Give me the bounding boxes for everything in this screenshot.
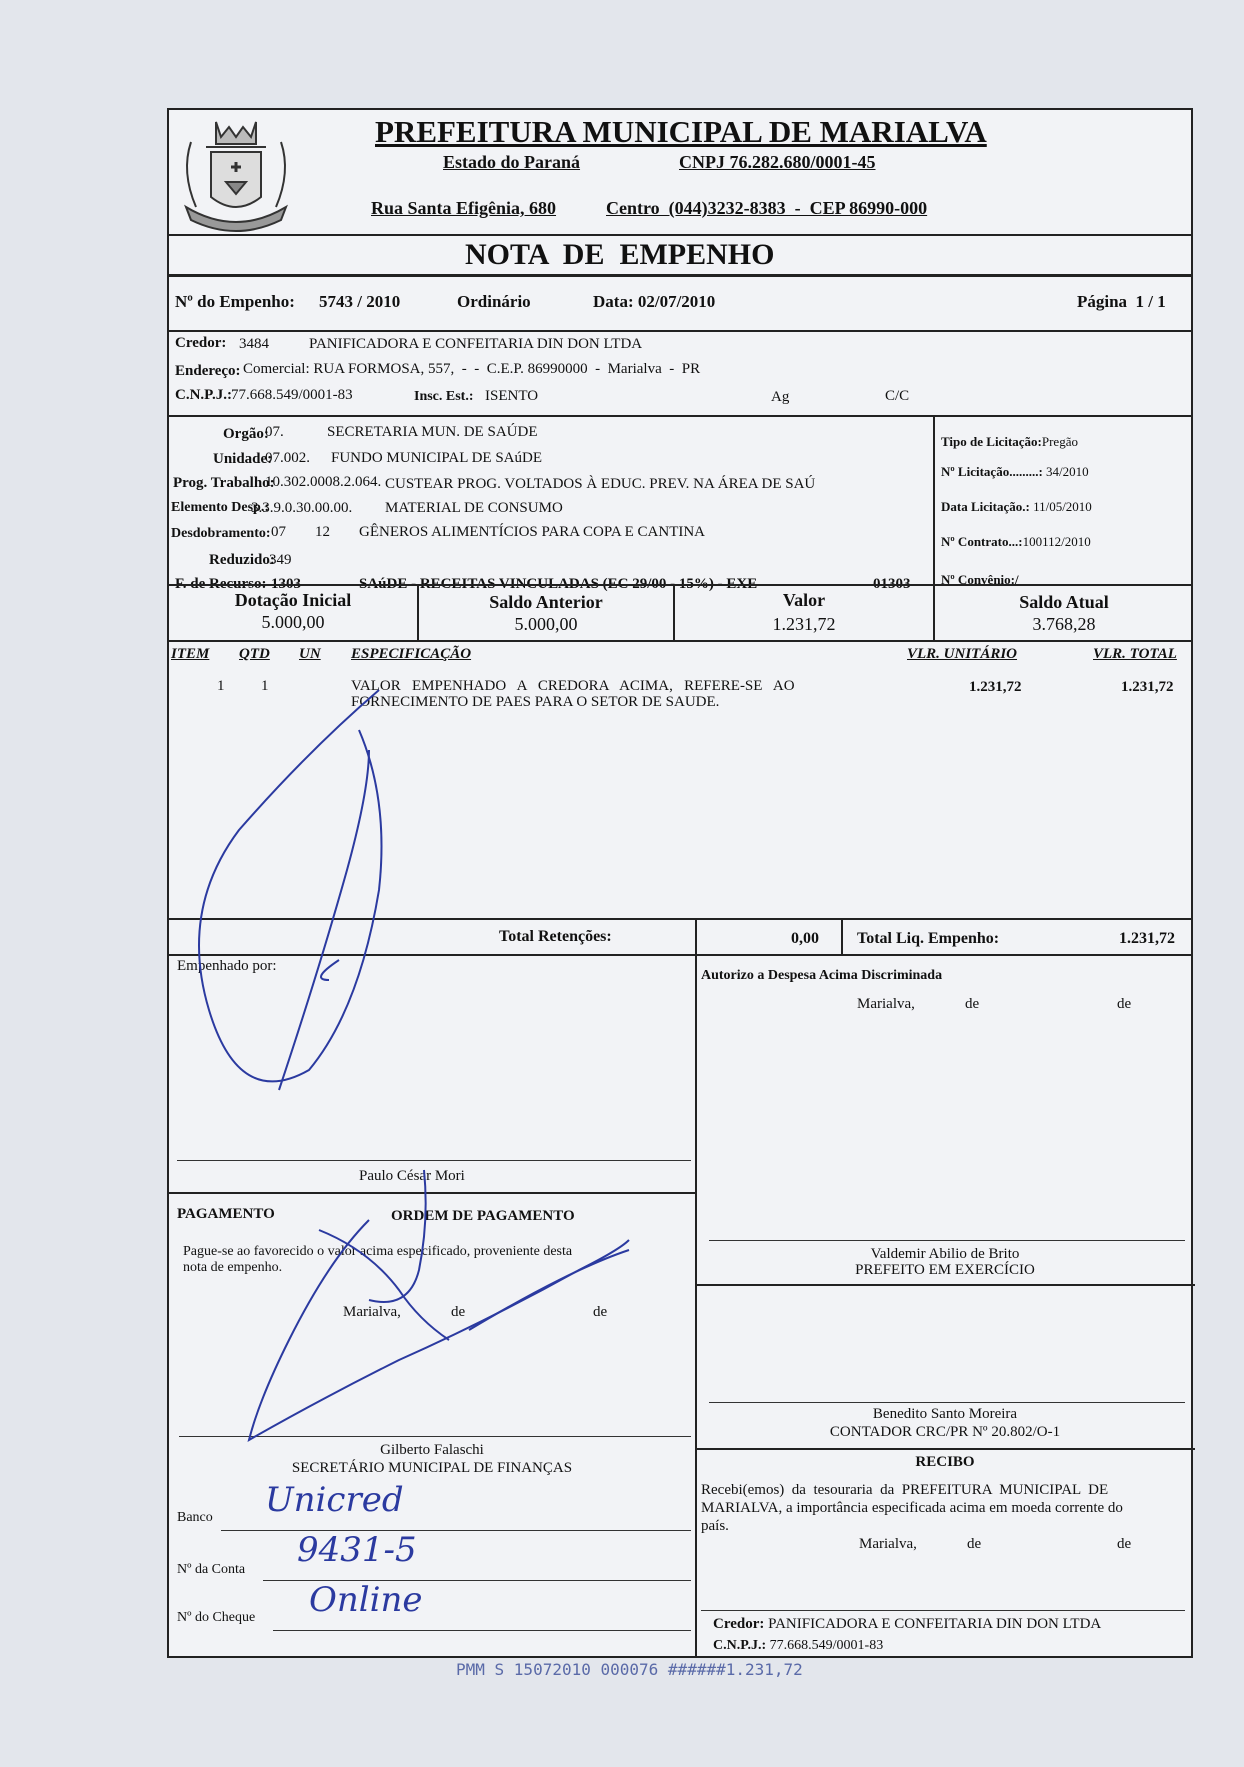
tipo-licitacao-label: Tipo de Licitação: <box>941 434 1042 449</box>
elemento-label: Elemento Desp.: <box>171 500 269 515</box>
prefeito-name: Valdemir Abilio de Brito <box>870 1246 1020 1262</box>
dotacao-inicial-value: 5.000,00 <box>261 612 325 632</box>
banco-label: Banco <box>177 1510 213 1525</box>
prefeitura-contact: Centro (044)3232-8383 - CEP 86990-000 <box>606 198 928 218</box>
desdobramento-code-b: 12 <box>315 524 330 540</box>
payment-stamp: PMM S 15072010 000076 ######1.231,72 <box>456 1660 803 1679</box>
spec-column-header: ESPECIFICAÇÃO <box>351 646 472 662</box>
banco-handwritten-value: Unicred <box>265 1480 404 1520</box>
unit-value-column-header: VLR. UNITÁRIO <box>907 646 1018 662</box>
secretario-name: Gilberto Falaschi <box>380 1442 484 1458</box>
ordem-pagamento-title: ORDEM DE PAGAMENTO <box>391 1208 575 1224</box>
total-retencoes-value: 0,00 <box>791 930 819 947</box>
orgao-name: SECRETARIA MUN. DE SAÚDE <box>327 424 538 440</box>
orgao-label: Orgão: <box>223 426 269 442</box>
recibo-de-2: de <box>1117 1536 1132 1552</box>
programa-label: Prog. Trabalho: <box>173 475 275 491</box>
unidade-code: 07.002. <box>265 450 310 466</box>
item-specification-line-1: VALOR EMPENHADO A CREDORA ACIMA, REFERE-SE AO <box>351 678 795 694</box>
secretario-role: SECRETÁRIO MUNICIPAL DE FINANÇAS <box>291 1460 573 1476</box>
cnpj-label: C.N.P.J.: <box>175 387 232 403</box>
convenio-label: Nº Convênio:/ <box>941 572 1019 587</box>
saldo-anterior-label: Saldo Anterior <box>489 592 603 612</box>
qtd-column-header: QTD <box>239 646 270 662</box>
autorizo-label: Autorizo a Despesa Acima Discriminada <box>701 968 943 983</box>
pagamento-text-line-1: Pague-se ao favorecido o valor acima especificado, proveniente desta <box>183 1244 573 1259</box>
programa-name: CUSTEAR PROG. VOLTADOS À EDUC. PREV. NA ÁREA DE SAÚ <box>385 476 816 492</box>
desdobramento-code-a: 07 <box>271 524 286 540</box>
reduzido-label: Reduzido: <box>209 552 275 568</box>
item-number: 1 <box>217 678 225 694</box>
numero-licitacao-value: 34/2010 <box>1046 464 1089 479</box>
recibo-city: Marialva, <box>859 1536 917 1552</box>
recibo-cnpj-value: 77.668.549/0001-83 <box>769 1638 884 1653</box>
recibo-title: RECIBO <box>915 1454 975 1470</box>
credor-code: 3484 <box>239 336 269 352</box>
credor-cnpj: 77.668.549/0001-83 <box>231 387 353 403</box>
recibo-credor-label: Credor: <box>713 1616 765 1632</box>
valor-value: 1.231,72 <box>772 614 836 634</box>
insc-label: Insc. Est.: <box>414 389 474 404</box>
pagamento-de-2: de <box>593 1304 608 1320</box>
empenho-date: Data: 02/07/2010 <box>593 292 716 311</box>
recurso-number: 01303 <box>873 576 911 592</box>
agency-label: Ag <box>771 389 790 405</box>
nota-de-empenho-document <box>167 108 1193 1658</box>
empenhado-por-label: Empenhado por: <box>177 958 277 974</box>
contrato-value: 100112/2010 <box>1022 534 1091 549</box>
pagamento-city: Marialva, <box>343 1304 401 1320</box>
unidade-name: FUNDO MUNICIPAL DE SAúDE <box>331 450 542 466</box>
account-label: C/C <box>885 388 910 404</box>
pagamento-text-line-2: nota de empenho. <box>183 1260 283 1275</box>
contrato-label: Nº Contrato...: <box>941 534 1023 549</box>
item-column-header: ITEM <box>171 646 210 662</box>
cheque-label: Nº do Cheque <box>177 1610 256 1625</box>
recibo-text-line-2: MARIALVA, a importância especificada acima em moeda corrente do <box>701 1500 1123 1516</box>
item-total-value: 1.231,72 <box>1121 679 1174 695</box>
item-quantity: 1 <box>261 678 269 694</box>
saldo-atual-label: Saldo Atual <box>1019 592 1109 612</box>
recibo-credor-name: PANIFICADORA E CONFEITARIA DIN DON LTDA <box>768 1616 1102 1632</box>
recurso-label: F. de Recurso: <box>175 576 267 592</box>
credor-label: Credor: <box>175 335 227 351</box>
page-number: Página 1 / 1 <box>1077 292 1166 311</box>
recurso-name: SAúDE - RECEITAS VINCULADAS (EC 29/00 - 15%) - EXE <box>359 576 758 592</box>
prefeitura-cnpj: CNPJ 76.282.680/0001-45 <box>679 152 876 172</box>
recibo-text-line-3: país. <box>701 1518 729 1534</box>
data-licitacao-label: Data Licitação.: <box>941 499 1030 514</box>
tipo-licitacao-value: Pregão <box>1041 434 1078 449</box>
credor-address: Comercial: RUA FORMOSA, 557, - - C.E.P. 86990000 - Marialva - PR <box>243 361 701 377</box>
dotacao-inicial-label: Dotação Inicial <box>234 590 352 610</box>
autorizo-city: Marialva, <box>857 996 915 1012</box>
autorizo-de-1: de <box>965 996 980 1012</box>
empenho-type: Ordinário <box>457 292 531 311</box>
unidade-label: Unidade: <box>213 451 273 467</box>
reduzido-value: 349 <box>269 552 292 568</box>
desdobramento-label: Desdobramento: <box>171 526 271 541</box>
contador-name: Benedito Santo Moreira <box>872 1406 1018 1422</box>
credor-name: PANIFICADORA E CONFEITARIA DIN DON LTDA <box>309 336 643 352</box>
total-liquido-label: Total Liq. Empenho: <box>857 930 1000 947</box>
recibo-text-line-1: Recebi(emos) da tesouraria da PREFEITURA MUNICIPAL DE <box>701 1482 1109 1498</box>
empenho-number: 5743 / 2010 <box>319 292 401 311</box>
autorizo-de-2: de <box>1117 996 1132 1012</box>
data-licitacao-value: 11/05/2010 <box>1033 499 1092 514</box>
saldo-anterior-value: 5.000,00 <box>514 614 578 634</box>
numero-licitacao-label: Nº Licitação.........: <box>941 464 1043 479</box>
empenhado-por-name: Paulo César Mori <box>359 1168 465 1184</box>
conta-handwritten-value: 9431-5 <box>297 1530 417 1570</box>
handwritten-signature <box>169 110 1195 1660</box>
un-column-header: UN <box>299 646 321 662</box>
elemento-name: MATERIAL DE CONSUMO <box>385 500 563 516</box>
total-liquido-value: 1.231,72 <box>1119 930 1175 947</box>
recibo-de-1: de <box>967 1536 982 1552</box>
item-specification-line-2: FORNECIMENTO DE PAES PARA O SETOR DE SAUDE. <box>351 694 720 710</box>
valor-label: Valor <box>782 590 826 610</box>
cheque-handwritten-value: Online <box>309 1580 423 1620</box>
prefeito-role: PREFEITO EM EXERCÍCIO <box>855 1262 1035 1278</box>
insc-value: ISENTO <box>485 388 539 404</box>
saldo-atual-value: 3.768,28 <box>1032 614 1096 634</box>
total-value-column-header: VLR. TOTAL <box>1093 646 1177 662</box>
programa-code: 10.302.0008.2.064. <box>265 474 382 490</box>
document-title: NOTA DE EMPENHO <box>465 238 775 271</box>
item-unit-value: 1.231,72 <box>969 679 1022 695</box>
total-retencoes-label: Total Retenções: <box>499 928 612 945</box>
contador-role: CONTADOR CRC/PR Nº 20.802/O-1 <box>829 1424 1061 1440</box>
orgao-code: 07. <box>265 424 284 440</box>
recibo-cnpj-label: C.N.P.J.: <box>713 1638 767 1653</box>
state-name: Estado do Paraná <box>443 152 581 172</box>
recurso-code: 1303 <box>271 576 301 592</box>
elemento-code: 3.3.9.0.30.00.00. <box>251 500 353 516</box>
pagamento-de-1: de <box>451 1304 466 1320</box>
address-label: Endereço: <box>175 363 241 379</box>
prefeitura-street: Rua Santa Efigênia, 680 <box>371 198 557 218</box>
pagamento-label: PAGAMENTO <box>177 1206 275 1222</box>
empenho-number-label: Nº do Empenho: <box>175 292 295 311</box>
desdobramento-name: GÊNEROS ALIMENTÍCIOS PARA COPA E CANTINA <box>359 524 706 540</box>
conta-label: Nº da Conta <box>177 1562 246 1577</box>
prefeitura-title: PREFEITURA MUNICIPAL DE MARIALVA <box>375 114 987 149</box>
